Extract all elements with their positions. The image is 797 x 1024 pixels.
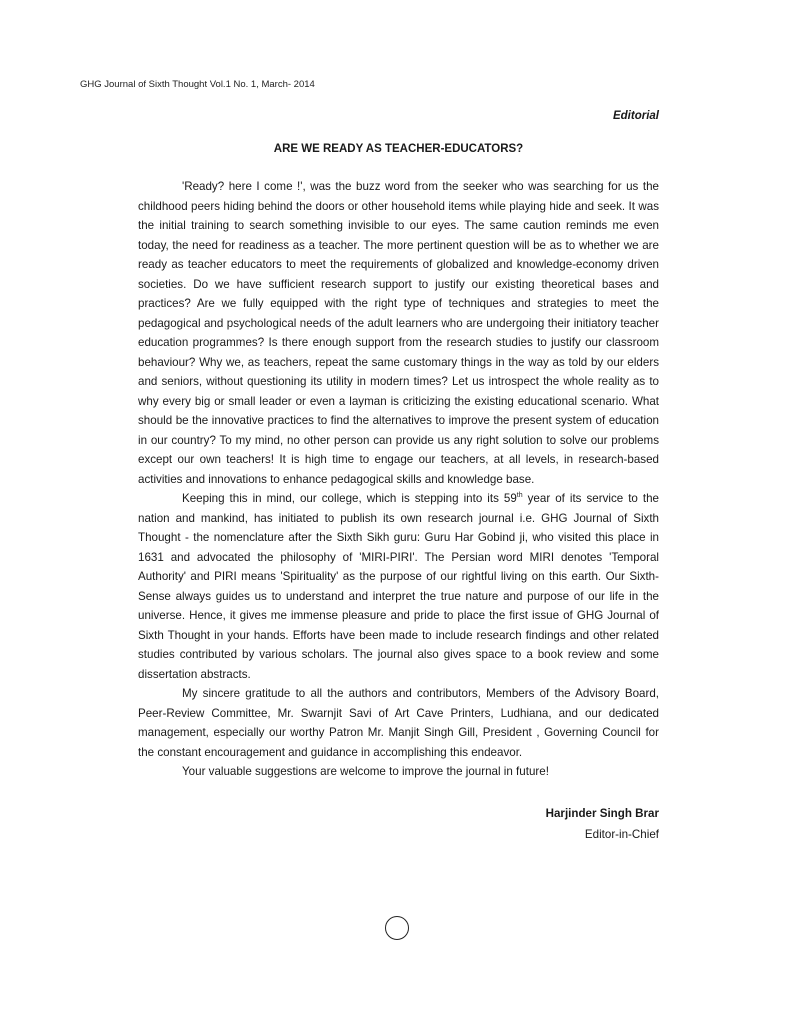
signature-role: Editor-in-Chief	[584, 828, 659, 841]
signature-block	[546, 803, 659, 845]
paragraph-1: 'Ready? here I come !', was the buzz word from the seeker who was searching for us the childhood peers hiding behind the doors or other household items while playing hide and seek. It was the initial training to search something invisible to our eyes. The same caution reminds me even today, the need for readiness as a teacher. The more pertinent question will be as to whether we are ready as teacher educators to meet the requirements of globalized and knowledge-economy driven societies. Do we have sufficient research support to justify our existing theoretical bases and practices? Are we fully equipped with the right type of techniques and strategies to meet the pedagogical and psychological needs of the adult learners who are undergoing their initiatory teacher education programmes? Is there enough support from the research studies to justify our classroom behaviour? Why we, as teachers, repeat the same customary things in the way as told by our elders and seniors, without questioning its utility in modern times? Let us introspect the whole reality as to why every big or small leader or even a layman is criticizing the existing educational scenario. What should be the innovative practices to find the alternatives to improve the present system of education in our country? To my mind, no other person can provide us any right solution to solve our problems except our own teachers! It is high time to engage our teachers, at all levels, in research-based activities and innovations to enhance pedagogical skills and knowledge base.	[138, 180, 659, 486]
paragraph-3: My sincere gratitude to all the authors and contributors, Members of the Advisory Board, Peer-Review Committee, Mr. Swarnjit Savi of Art Cave Printers, Ludhiana, and our dedicated management, especially our worthy Patron Mr. Manjit Singh Gill, President , Governing Council for the constant encouragement and guidance in accomplishing this endeavor.	[138, 687, 659, 759]
section-label: Editorial	[612, 110, 659, 122]
paragraph-2	[138, 489, 659, 684]
paragraph-2-rest: year of its service to the nation and mankind, has initiated to publish its own research journal i.e. GHG Journal of Sixth Thought - the nomenclature after the Sixth Sikh guru: Guru Har Gobind ji, who visited this place in 1631 and advocated the philosophy of 'MIRI-PIRI'. The Persian word MIRI denotes 'Temporal Authority' and PIRI means 'Spirituality' as the purpose of our rightful living on this earth. Our Sixth-Sense always guides us to understand and interpret the true nature and purpose of our life in the universe. Hence, it gives me immense pleasure and pride to place the first issue of GHG Journal of Sixth Thought in your hands. Efforts have been made to include research findings and other related studies contributed by various scholars. The journal also gives space to a book review and some dissertation abstracts.	[138, 492, 659, 681]
page-number-circle	[385, 916, 409, 940]
running-header: GHG Journal of Sixth Thought Vol.1 No. 1, March- 2014	[80, 79, 315, 90]
article-body	[138, 177, 659, 782]
paragraph-2-start: Keeping this in mind, our college, which is stepping into its 59	[182, 492, 517, 505]
paragraph-4: Your valuable suggestions are welcome to improve the journal in future!	[182, 765, 549, 778]
signature-name: Harjinder Singh Brar	[545, 807, 659, 820]
article-title: ARE WE READY AS TEACHER-EDUCATORS?	[273, 143, 524, 155]
ordinal-superscript: th	[516, 492, 523, 500]
